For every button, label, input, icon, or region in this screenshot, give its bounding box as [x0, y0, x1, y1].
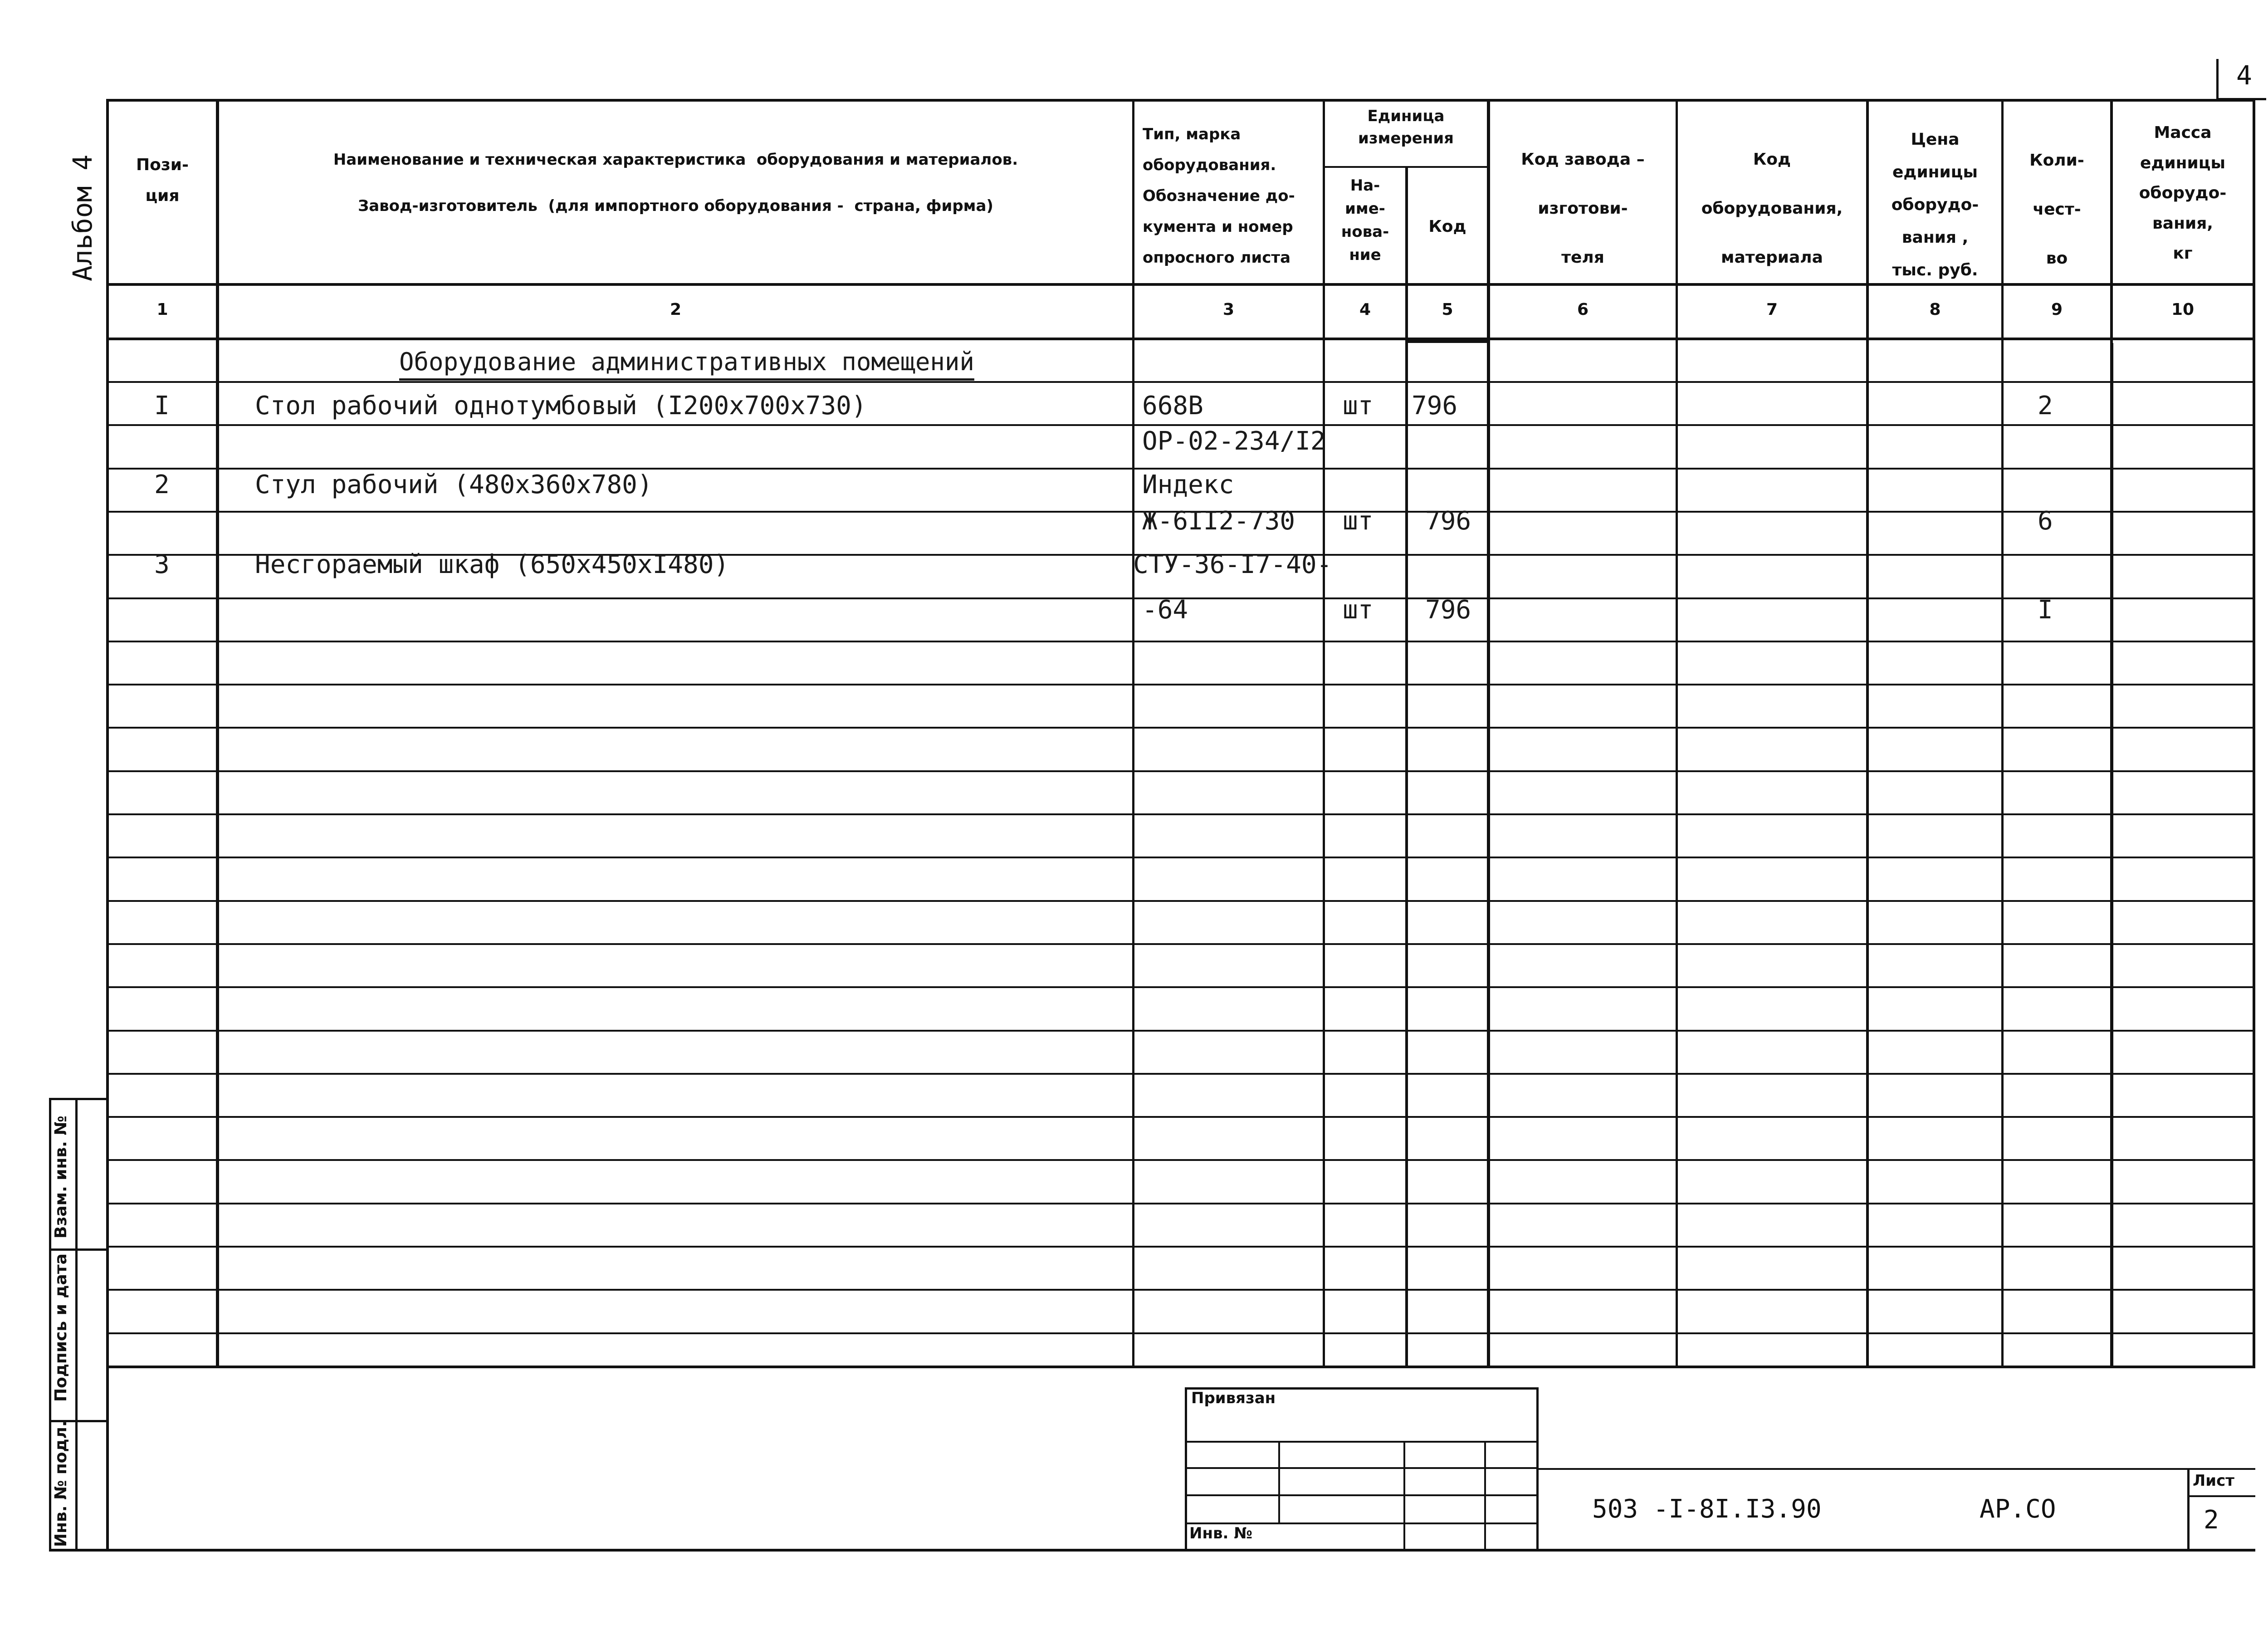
table-row-line — [106, 943, 2255, 945]
side-stamp-sep1 — [49, 1248, 109, 1251]
document-code: 503 -I-8I.I3.90 — [1592, 1494, 1822, 1524]
col-number-6: 6 — [1577, 300, 1589, 319]
row2-type: ОР-02-234/I2 — [1142, 426, 1326, 456]
table-row-line — [106, 468, 2255, 470]
table-row-line — [106, 641, 2255, 642]
col-number-9: 9 — [2051, 300, 2063, 319]
privyazan-vline2 — [1403, 1441, 1405, 1549]
inv-no-label: Инв. № — [1189, 1524, 1253, 1542]
table-row-line — [106, 1116, 2255, 1118]
table-row-line — [106, 381, 2255, 383]
side-stamp-bottom — [49, 1549, 2255, 1552]
body-frame-line — [2110, 343, 2113, 1367]
table-top-line — [106, 99, 2255, 102]
row5-name: Несгораемый шкаф (650x450xI480) — [255, 550, 729, 579]
sheet-label: Лист — [2193, 1472, 2234, 1490]
col-number-2: 2 — [670, 300, 682, 319]
header-price: Цена единицы оборудо- вания , тыс. руб. — [1891, 130, 1979, 279]
table-row-line — [106, 813, 2255, 815]
row1-name: Стол рабочий однотумбовый (I200x700x730) — [255, 391, 867, 421]
page-number-rule — [2216, 59, 2219, 102]
col-line-6 — [1676, 99, 1678, 1368]
row6-code: 796 — [1425, 595, 1471, 625]
col-line-3 — [1323, 99, 1325, 1368]
album-label: Альбом 4 — [67, 154, 98, 281]
table-row-line — [106, 727, 2255, 729]
header-position: Пози- ция — [136, 156, 189, 206]
table-row-line — [106, 770, 2255, 772]
table-bottom-line — [106, 1366, 2255, 1368]
privyazan-vline3 — [1484, 1441, 1486, 1549]
document-mark: АР.СО — [1980, 1494, 2056, 1524]
signature-date-label: Подпись и дата — [52, 1253, 70, 1402]
table-row-line — [106, 1289, 2255, 1291]
row1-position: I — [154, 391, 170, 421]
header-quantity: Коли- чест- во — [2029, 151, 2084, 268]
row3-name: Стул рабочий (480x360x780) — [255, 470, 653, 499]
section-title: Оборудование административных помещений — [399, 348, 974, 376]
row3-position: 2 — [154, 470, 170, 499]
col-line-7 — [1866, 99, 1869, 1368]
col-line-1 — [216, 99, 219, 1368]
table-row-line — [106, 1030, 2255, 1032]
col-number-1: 1 — [156, 300, 168, 319]
table-row-line — [106, 857, 2255, 858]
header-unit-group: Единица измерения — [1358, 107, 1454, 148]
side-stamp-top — [49, 1098, 109, 1100]
table-row-line — [106, 986, 2255, 988]
row4-unit: шт — [1343, 506, 1374, 536]
col-number-8: 8 — [1929, 300, 1941, 319]
body-frame-line — [1405, 343, 1408, 1367]
code-block-top — [1537, 1468, 2255, 1470]
col-line-5 — [1487, 99, 1490, 1368]
side-stamp-left — [49, 1098, 51, 1552]
table-row-line — [106, 424, 2255, 426]
unit-subheader-line — [1323, 166, 1490, 168]
col-number-5: 5 — [1442, 300, 1453, 319]
header-mass: Масса единицы оборудо- вания, кг — [2139, 123, 2227, 263]
privyazan-label: Привязан — [1191, 1389, 1276, 1407]
col-line-2 — [1132, 99, 1134, 1368]
header-name-line2: Завод-изготовитель (для импортного оборудования - страна, фирма) — [358, 197, 993, 215]
row6-unit: шт — [1343, 595, 1374, 625]
row1-type: 668В — [1142, 391, 1203, 421]
header-maker-code: Код завода – изготови- теля — [1521, 150, 1645, 267]
privyazan-vline1 — [1278, 1441, 1280, 1522]
header-type: Тип, марка оборудования. Обозначение до- кумента и номер опросного листа — [1143, 125, 1295, 267]
table-row-line — [106, 684, 2255, 685]
row3-type: Индекс — [1142, 470, 1234, 499]
numbers-bottom-line — [106, 338, 2255, 340]
sheet-cell-left — [2187, 1468, 2190, 1550]
table-row-line — [106, 1246, 2255, 1248]
page-number: 4 — [2236, 60, 2252, 91]
row6-quantity: I — [2038, 595, 2053, 625]
code-col-frame-top — [1405, 339, 1490, 343]
row4-quantity: 6 — [2038, 506, 2053, 536]
table-row-line — [106, 1332, 2255, 1334]
row5-type: СТУ-36-I7-40- — [1133, 550, 1332, 579]
table-row-line — [106, 1203, 2255, 1204]
row1-code: 796 — [1412, 391, 1458, 421]
col-number-3: 3 — [1222, 300, 1235, 319]
inv-vzam-label: Взам. инв. № — [52, 1116, 70, 1238]
col-line-8 — [2001, 99, 2004, 1368]
row1-unit: шт — [1343, 391, 1374, 421]
table-row-line — [106, 1073, 2255, 1075]
row4-type: Ж-6II2-730 — [1142, 506, 1295, 536]
col-number-4: 4 — [1359, 300, 1371, 319]
row6-type: -64 — [1142, 595, 1188, 625]
table-row-line — [106, 1159, 2255, 1161]
inv-podl-label: Инв. № подл. — [52, 1420, 70, 1547]
col-number-7: 7 — [1766, 300, 1778, 319]
header-name-line1: Наименование и техническая характеристика оборудования и материалов. — [333, 151, 1018, 169]
header-equipment-code: Код оборудования, материала — [1701, 150, 1843, 267]
col-line-10 — [2253, 99, 2255, 1368]
col-number-10: 10 — [2171, 300, 2195, 319]
row5-position: 3 — [154, 550, 170, 579]
header-unit-code: Код — [1428, 217, 1466, 236]
sheet-cell-mid — [2187, 1495, 2255, 1497]
header-unit-name: На- име- нова- ние — [1341, 176, 1389, 264]
row4-code: 796 — [1425, 506, 1471, 536]
table-row-line — [106, 900, 2255, 902]
sheet-number: 2 — [2204, 1505, 2219, 1535]
side-stamp-inner — [75, 1098, 78, 1552]
row1-quantity: 2 — [2038, 391, 2053, 421]
